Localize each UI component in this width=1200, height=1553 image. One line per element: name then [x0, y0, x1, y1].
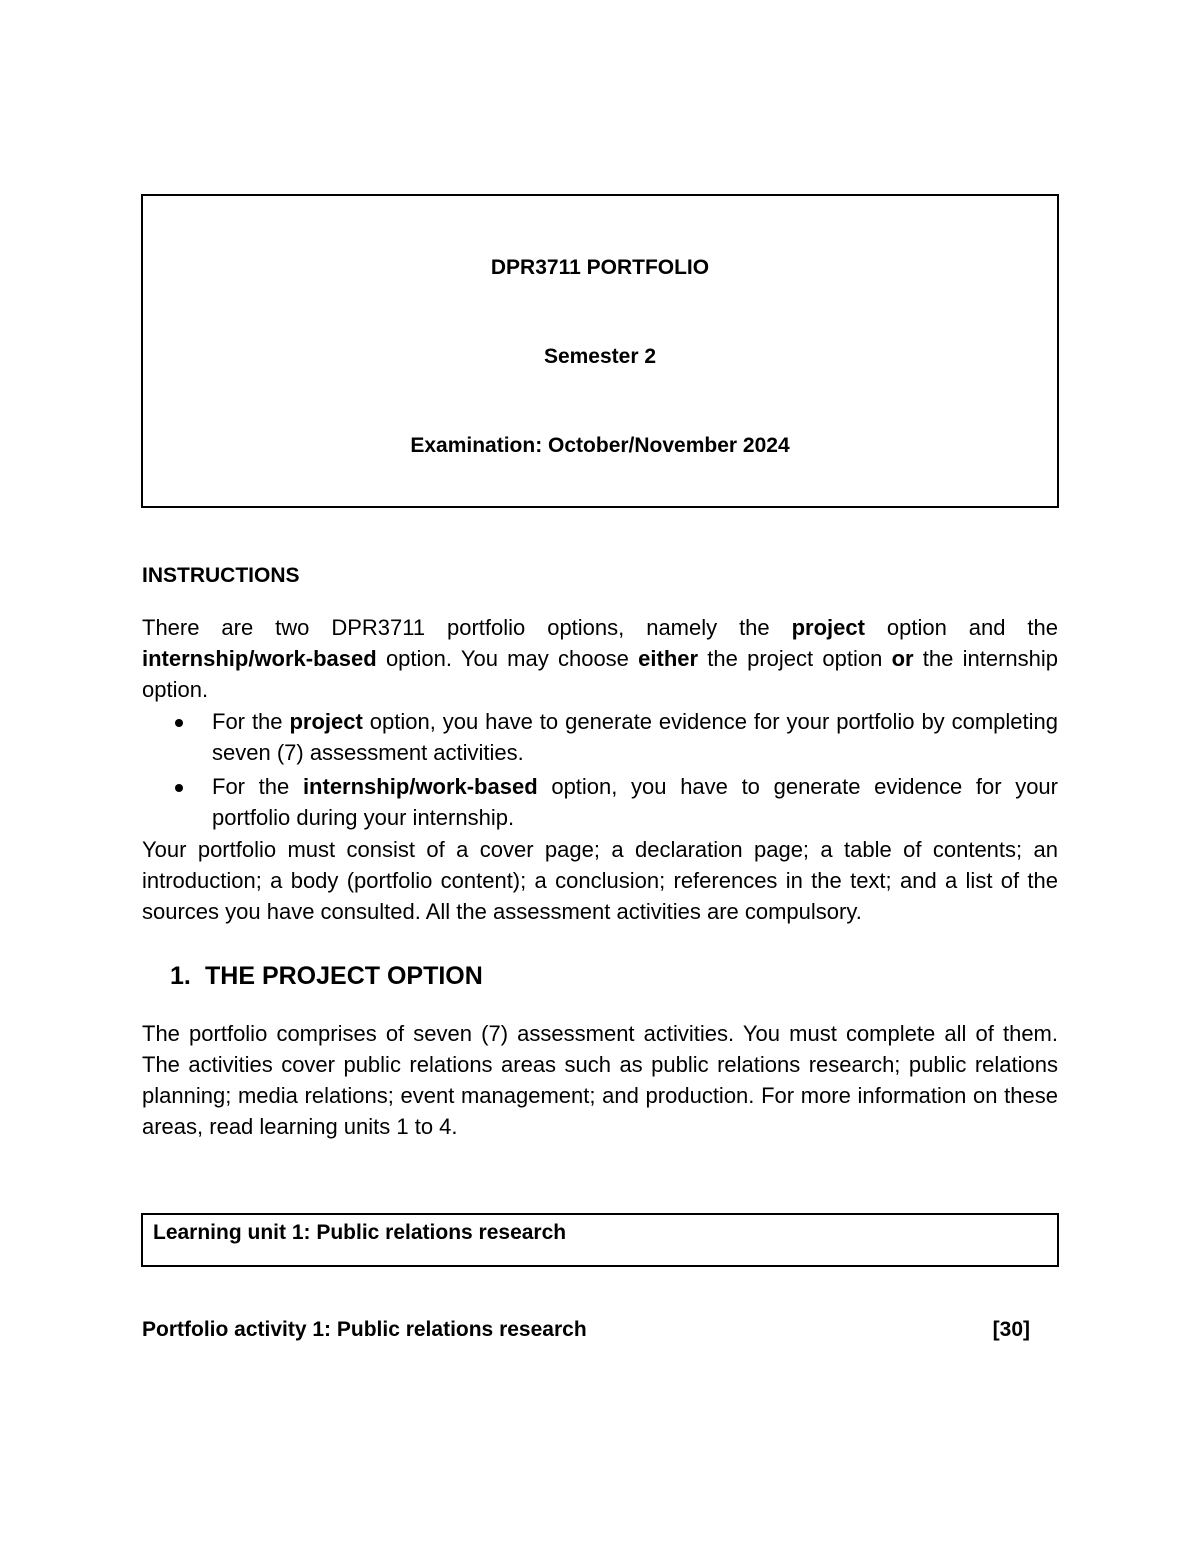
bullet-dot-icon — [175, 784, 183, 792]
portfolio-activity-heading — [142, 1318, 1030, 1342]
intro-text-5: the internship option. — [142, 646, 1058, 702]
bullet-dot-icon — [175, 719, 183, 727]
portfolio-requirements: Your portfolio must consist of a cover page; a declaration page; a table of contents; an introduction; a body (portfolio content); a conclusion; references in the text; and a list of the sources you have consulted. All the assessment activities are compulsory. — [142, 837, 1058, 924]
intro-text-4: the project option — [698, 646, 892, 671]
bullet-2-post: option, you have to generate evidence for your portfolio during your internship. — [212, 774, 1058, 830]
intro-bold-project: project — [791, 615, 865, 640]
examination-label: Examination: October/November 2024 — [410, 434, 790, 457]
section-number: 1. — [170, 962, 191, 990]
bullet-1-post: option, you have to generate evidence for your portfolio by completing seven (7) assessment activities. — [212, 709, 1059, 765]
learning-unit-box — [141, 1213, 1059, 1267]
intro-bold-either: either — [638, 646, 699, 671]
semester-text: Semester 2 — [543, 345, 657, 368]
bullet-2-pre: For the — [212, 774, 303, 799]
intro-text-3: option. You may choose — [376, 646, 639, 671]
intro-text-1: There are two DPR3711 portfolio options, namely the — [142, 615, 792, 640]
bullet-1-bold: project — [289, 709, 363, 734]
intro-bold-or: or — [891, 646, 914, 671]
activity-title: Portfolio activity 1: Public relations research — [142, 1318, 587, 1341]
intro-bold-internship: internship/work-based — [142, 646, 377, 671]
learning-unit-label: Learning unit 1: Public relations research — [153, 1221, 567, 1244]
instructions-bullet-list — [142, 706, 1058, 836]
activity-marks: [30] — [992, 1318, 1030, 1341]
instructions-heading: INSTRUCTIONS — [142, 564, 300, 587]
bullet-2-bold: internship/work-based — [302, 774, 538, 799]
bullet-1-pre: For the — [212, 709, 290, 734]
instructions-intro — [142, 612, 1058, 705]
semester-label — [143, 345, 1057, 369]
course-title: DPR3711 PORTFOLIO — [490, 256, 710, 279]
intro-text-2: option and the — [864, 615, 1058, 640]
cover-title-box — [141, 194, 1059, 508]
bullet-item-internship — [142, 771, 1058, 833]
section-title: THE PROJECT OPTION — [205, 962, 483, 990]
section-heading-project-option — [170, 962, 483, 991]
project-option-body: The portfolio comprises of seven (7) assessment activities. You must complete all of them. The activities cover public relations areas such as public relations research; public relations planning; media relations; event management; and production. For more information on these areas, read learning units 1 to 4. — [142, 1021, 1058, 1139]
bullet-item-project — [142, 706, 1058, 768]
